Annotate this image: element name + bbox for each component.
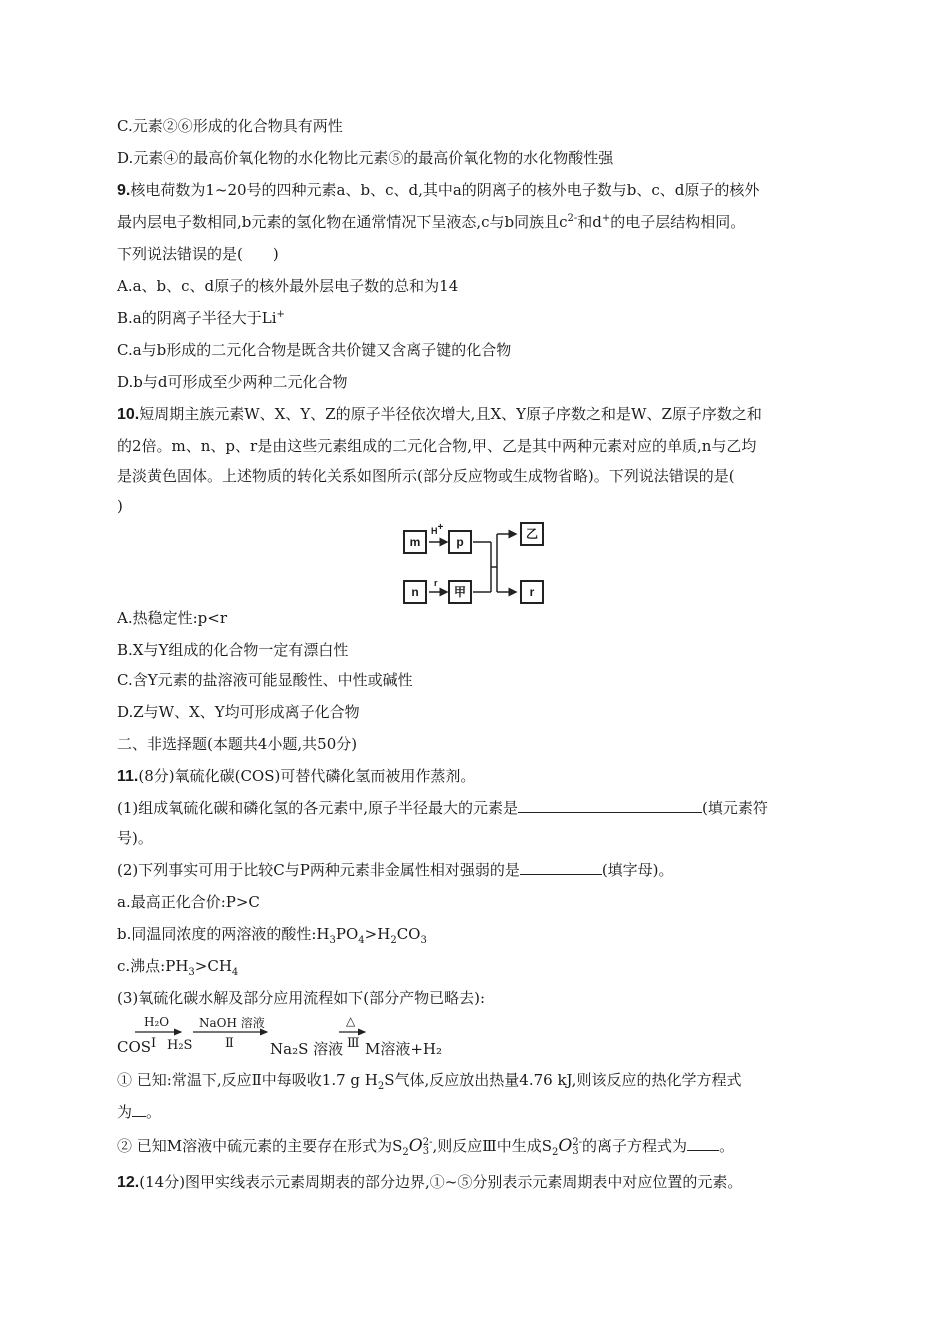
flow-reagent-1: H₂O [144, 1015, 170, 1029]
q9-text-2a: 最内层电子数相同,b元素的氢化物在通常情况下呈液态,c与b同族且c [117, 213, 568, 231]
q9-sup-2: + [601, 213, 611, 224]
q9-number: 9. [117, 182, 131, 199]
q11-item2-sub1: 2 [402, 1147, 409, 1158]
q10-stem-3: 是淡黄色固体。上述物质的转化关系如图所示(部分反应物或生成物省略)。下列说法错误的是( [117, 467, 735, 485]
line-c-option: C.元素②⑥形成的化合物具有两性 [117, 117, 343, 135]
q10-option-a: A.热稳定性:p<r [117, 609, 227, 627]
q11-choice-a: a.最高正化合价:P>C [117, 893, 260, 911]
q11-item2-subscript-1: 3 [422, 1146, 430, 1157]
q11-choice-b-sub2: 4 [358, 935, 365, 946]
q11-part2-text: (2)下列事实可用于比较C与P两种元素非金属性相对强弱的是 [117, 861, 520, 879]
q11-item2-sub2: 2 [551, 1147, 559, 1158]
q11-choice-b-sub4: 3 [420, 935, 427, 946]
line-d-option: D.元素④的最高价氧化物的水化物比元素⑤的最高价氧化物的水化物酸性强 [117, 149, 614, 167]
q11-part1-hint: (填元素符 [702, 799, 768, 817]
q11-part1-blank[interactable] [518, 798, 702, 813]
q12-number: 12. [117, 1174, 140, 1191]
q11-item1-end: 。 [146, 1103, 162, 1121]
q9-stem-2 [117, 212, 745, 232]
q11-item1-text-a: ① 已知:常温下,反应Ⅱ中每吸收1.7 g H [117, 1071, 378, 1089]
q9-option-c: C.a与b形成的二元化合物是既含共价键又含离子键的化合物 [117, 341, 512, 359]
q9-option-b-text: B.a的阴离子半径大于Li [117, 309, 277, 327]
q10-stem-1 [117, 404, 762, 425]
q9-text-2b: 和d [577, 213, 602, 231]
q11-part3: (3)氧硫化碳水解及部分应用流程如下(部分产物已略去): [117, 989, 486, 1007]
node-r: r [520, 580, 544, 604]
q11-item2-charge-1 [423, 1138, 433, 1156]
q11-item2-charge-2 [572, 1138, 582, 1156]
node-m: m [403, 530, 427, 554]
flow-cos: COS [117, 1038, 152, 1056]
q11-choice-b-4: CO [396, 925, 421, 943]
flow-step-3: Ⅲ [347, 1036, 360, 1051]
q9-sup-1: 2- [567, 213, 578, 224]
q11-item2-sup-2: 2- [572, 1137, 583, 1148]
q11-item2-sup-1: 2- [422, 1137, 433, 1148]
q9-stem-3: 下列说法错误的是( ) [117, 245, 279, 263]
q10-option-d: D.Z与W、X、Y均可形成离子化合物 [117, 703, 360, 721]
q11-choice-c-sub1: 3 [188, 967, 195, 978]
node-yi: 乙 [520, 522, 544, 546]
q11-part1-line1 [117, 798, 768, 818]
q11-item2-end: 。 [719, 1137, 735, 1155]
q11-item1-blank[interactable] [132, 1102, 146, 1117]
q11-item1-text-c: 为 [117, 1103, 133, 1121]
q11-part1-line2: 号)。 [117, 829, 153, 847]
q11-part1-text: (1)组成氧硫化碳和磷化氢的各元素中,原子半径最大的元素是 [117, 799, 519, 817]
arrow-label-r: r [434, 578, 438, 588]
q11-part2-hint: (填字母)。 [601, 861, 674, 879]
q11-choice-b-sub3: 2 [390, 935, 397, 946]
q9-text-2c: 的电子层结构相同。 [610, 213, 746, 231]
q11-item2-text-b: ,则反应Ⅲ中生成S [432, 1137, 552, 1155]
q10-number: 10. [117, 406, 140, 423]
q9-option-a: A.a、b、c、d原子的核外最外层电子数的总和为14 [117, 277, 459, 295]
q9-text-1: 核电荷数为1~20号的四种元素a、b、c、d,其中a的阴离子的核外电子数与b、c、d原子的核外 [130, 181, 760, 199]
q11-choice-c [117, 956, 238, 976]
section-2-heading: 二、非选择题(本题共4小题,共50分) [117, 735, 358, 753]
flow-m-solution: M溶液+H₂ [365, 1040, 443, 1058]
q9-option-b-sup: + [276, 309, 285, 320]
q10-text-1: 短周期主族元素W、X、Y、Z的原子半径依次增大,且X、Y原子序数之和是W、Z原子序数之和 [139, 405, 762, 423]
q11-choice-b-3: >H [364, 925, 391, 943]
q11-choice-b [117, 924, 427, 944]
q11-choice-c-2: >CH [194, 957, 232, 975]
q11-stem [117, 766, 475, 787]
q11-item2-blank[interactable] [687, 1136, 719, 1151]
q11-item2-subscript-2: 3 [572, 1146, 579, 1157]
cos-flow-chart [117, 1014, 477, 1058]
q11-item1-sub: 2 [377, 1081, 385, 1092]
q11-item2-o-1: O [408, 1136, 423, 1156]
q11-number: 11. [117, 768, 139, 785]
conversion-diagram [403, 522, 553, 608]
node-n: n [403, 580, 427, 604]
q12-text: (14分)图甲实线表示元素周期表的部分边界,①~⑤分别表示元素周期表中对应位置的元素。 [139, 1173, 743, 1191]
q11-item1-text-b: S气体,反应放出热量4.76 kJ,则该反应的热化学方程式 [384, 1071, 742, 1089]
q11-item2-text-a: ② 已知M溶液中硫元素的主要存在形式为S [117, 1137, 403, 1155]
q11-choice-b-1: b.同温同浓度的两溶液的酸性:H [117, 925, 330, 943]
q9-stem-1 [117, 180, 759, 201]
q9-option-b [117, 308, 285, 328]
q11-part2 [117, 860, 674, 880]
flow-reagent-3: △ [346, 1014, 356, 1028]
q11-item1-line2 [117, 1102, 161, 1122]
q11-text: (8分)氧硫化碳(COS)可替代磷化氢而被用作蒸剂。 [138, 767, 476, 785]
node-p: p [448, 530, 472, 554]
arrow-label-h-text: H [431, 526, 438, 536]
arrow-label-h [431, 522, 444, 536]
flow-step-2: Ⅱ [225, 1036, 234, 1051]
flow-arrows [117, 1014, 477, 1058]
q11-part2-blank[interactable] [520, 860, 602, 875]
q12-stem [117, 1172, 742, 1193]
node-jia: 甲 [448, 580, 472, 604]
q9-option-d: D.b与d可形成至少两种二元化合物 [117, 373, 348, 391]
flow-reagent-2: NaOH 溶液 [199, 1016, 265, 1030]
q10-option-c: C.含Y元素的盐溶液可能显酸性、中性或碱性 [117, 671, 413, 689]
q11-item2 [117, 1136, 734, 1156]
q11-choice-c-1: c.沸点:PH [117, 957, 189, 975]
flow-step-1: Ⅰ [151, 1036, 157, 1051]
q11-item2-text-c: 的离子方程式为 [582, 1137, 688, 1155]
q10-stem-2: 的2倍。m、n、p、r是由这些元素组成的二元化合物,甲、乙是其中两种元素对应的单质,n与乙均 [117, 437, 757, 455]
q10-stem-4: ) [117, 497, 123, 515]
q11-item2-o-2: O [558, 1136, 573, 1156]
q11-choice-c-sub2: 4 [231, 967, 239, 978]
q11-choice-b-sub1: 3 [329, 935, 336, 946]
q10-option-b: B.X与Y组成的化合物一定有漂白性 [117, 641, 349, 659]
flow-h2s: H₂S [167, 1038, 193, 1053]
q11-choice-b-2: PO [335, 925, 359, 943]
flow-na2s: Na₂S 溶液 [270, 1040, 344, 1058]
q11-item1-line1 [117, 1070, 741, 1090]
arrow-label-h-sup: + [437, 522, 444, 533]
